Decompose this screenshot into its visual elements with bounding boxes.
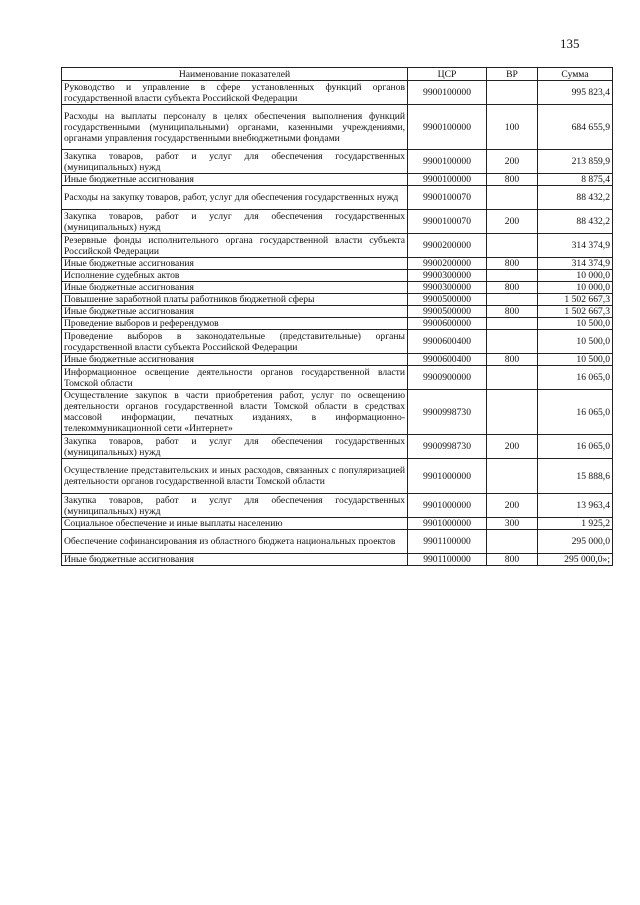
table-row [62,174,613,186]
cell-name: Исполнение судебных актов [62,270,408,282]
cell-sum: 295 000,0 [538,530,613,554]
cell-vr [487,459,538,494]
cell-vr: 200 [487,435,538,459]
cell-sum: 8 875,4 [538,174,613,186]
cell-csr: 9900200000 [408,258,487,270]
table-row [62,318,613,330]
cell-name: Иные бюджетные ассигнования [62,282,408,294]
header-csr: ЦСР [408,68,487,81]
cell-sum: 10 500,0 [538,354,613,366]
cell-name: Осуществление представительских и иных расходов, связанных с популяризацией деятельности органов государственной власти Томской области [62,459,408,494]
table-row [62,366,613,390]
cell-vr [487,186,538,210]
budget-table [61,67,613,566]
table-row [62,294,613,306]
cell-name: Резервные фонды исполнительного органа государственной власти субъекта Российской Федерации [62,234,408,258]
cell-csr: 9900500000 [408,306,487,318]
cell-name: Иные бюджетные ассигнования [62,354,408,366]
cell-csr: 9900100070 [408,186,487,210]
cell-vr [487,294,538,306]
cell-name: Руководство и управление в сфере установленных функций органов государственной власти субъекта Российской Федерации [62,81,408,105]
cell-sum: 684 655,9 [538,105,613,150]
page-number: 135 [560,36,580,51]
table-row [62,270,613,282]
cell-csr: 9900300000 [408,270,487,282]
table-row [62,150,613,174]
cell-name: Закупка товаров, работ и услуг для обеспечения государственных (муниципальных) нужд [62,435,408,459]
cell-name: Расходы на закупку товаров, работ, услуг для обеспечения государственных нужд [62,186,408,210]
table-row [62,494,613,518]
cell-csr: 9900900000 [408,366,487,390]
table-row [62,282,613,294]
header-row [62,68,613,81]
cell-sum: 16 065,0 [538,435,613,459]
table-row [62,186,613,210]
cell-vr: 800 [487,282,538,294]
cell-name: Информационное освещение деятельности органов государственной власти Томской области [62,366,408,390]
table-row [62,306,613,318]
table-row [62,518,613,530]
cell-sum: 1 502 667,3 [538,294,613,306]
cell-sum: 314 374,9 [538,234,613,258]
table-row [62,390,613,435]
cell-name: Проведение выборов и референдумов [62,318,408,330]
table-body [62,81,613,566]
cell-sum: 213 859,9 [538,150,613,174]
cell-sum: 10 000,0 [538,270,613,282]
cell-name: Иные бюджетные ассигнования [62,258,408,270]
cell-vr [487,318,538,330]
cell-vr: 800 [487,174,538,186]
cell-csr: 9900300000 [408,282,487,294]
cell-name: Расходы на выплаты персоналу в целях обеспечения выполнения функций государственными (муниципальными) органами, казенными учреждениями, органами управления государственными внебюджетными фондами [62,105,408,150]
cell-name: Закупка товаров, работ и услуг для обеспечения государственных (муниципальных) нужд [62,150,408,174]
cell-name: Социальное обеспечение и иные выплаты населению [62,518,408,530]
cell-csr: 9900200000 [408,234,487,258]
cell-sum: 16 065,0 [538,366,613,390]
cell-vr [487,81,538,105]
cell-sum: 314 374,9 [538,258,613,270]
cell-csr: 9900600400 [408,354,487,366]
cell-vr [487,270,538,282]
cell-csr: 9900100000 [408,105,487,150]
cell-vr: 800 [487,354,538,366]
cell-sum: 295 000,0»; [538,554,613,566]
cell-vr [487,390,538,435]
cell-csr: 9900100000 [408,150,487,174]
cell-vr: 100 [487,105,538,150]
header-sum: Сумма [538,68,613,81]
cell-vr: 200 [487,150,538,174]
table-row [62,234,613,258]
cell-name: Иные бюджетные ассигнования [62,554,408,566]
cell-vr: 200 [487,210,538,234]
cell-name: Повышение заработной платы работников бюджетной сферы [62,294,408,306]
cell-csr: 9900500000 [408,294,487,306]
cell-sum: 16 065,0 [538,390,613,435]
cell-name: Проведение выборов в законодательные (представительные) органы государственной власти субъекта Российской Федерации [62,330,408,354]
table-row [62,330,613,354]
cell-csr: 9901100000 [408,530,487,554]
cell-csr: 9900100000 [408,81,487,105]
cell-sum: 995 823,4 [538,81,613,105]
cell-vr: 800 [487,306,538,318]
cell-vr: 300 [487,518,538,530]
cell-sum: 1 502 667,3 [538,306,613,318]
cell-csr: 9901000000 [408,518,487,530]
cell-name: Осуществление закупок в части приобретения работ, услуг по освещению деятельности органов государственной власти Томской области в средствах массовой информации, печатных изданиях, в информационно-телекоммуникационной сети «Интернет» [62,390,408,435]
cell-csr: 9900600000 [408,318,487,330]
cell-name: Иные бюджетные ассигнования [62,306,408,318]
cell-name: Закупка товаров, работ и услуг для обеспечения государственных (муниципальных) нужд [62,494,408,518]
table-header [62,68,613,81]
cell-vr [487,530,538,554]
cell-csr: 9900998730 [408,390,487,435]
cell-csr: 9901000000 [408,494,487,518]
cell-vr: 800 [487,258,538,270]
cell-sum: 13 963,4 [538,494,613,518]
header-name: Наименование показателей [62,68,408,81]
cell-vr: 800 [487,554,538,566]
cell-csr: 9900100070 [408,210,487,234]
cell-sum: 10 500,0 [538,318,613,330]
cell-sum: 1 925,2 [538,518,613,530]
cell-sum: 10 000,0 [538,282,613,294]
table-row [62,105,613,150]
cell-csr: 9900100000 [408,174,487,186]
cell-csr: 9900600400 [408,330,487,354]
table-row [62,554,613,566]
cell-sum: 10 500,0 [538,330,613,354]
table-row [62,530,613,554]
cell-vr: 200 [487,494,538,518]
table-row [62,210,613,234]
table-row [62,435,613,459]
cell-name: Обеспечение софинансирования из областного бюджета национальных проектов [62,530,408,554]
table-row [62,81,613,105]
cell-vr [487,366,538,390]
cell-csr: 9901100000 [408,554,487,566]
cell-vr [487,234,538,258]
header-vr: ВР [487,68,538,81]
table-row [62,354,613,366]
table-row [62,459,613,494]
cell-sum: 15 888,6 [538,459,613,494]
table-row [62,258,613,270]
cell-csr: 9901000000 [408,459,487,494]
cell-sum: 88 432,2 [538,210,613,234]
cell-name: Иные бюджетные ассигнования [62,174,408,186]
cell-csr: 9900998730 [408,435,487,459]
cell-name: Закупка товаров, работ и услуг для обеспечения государственных (муниципальных) нужд [62,210,408,234]
cell-sum: 88 432,2 [538,186,613,210]
cell-vr [487,330,538,354]
